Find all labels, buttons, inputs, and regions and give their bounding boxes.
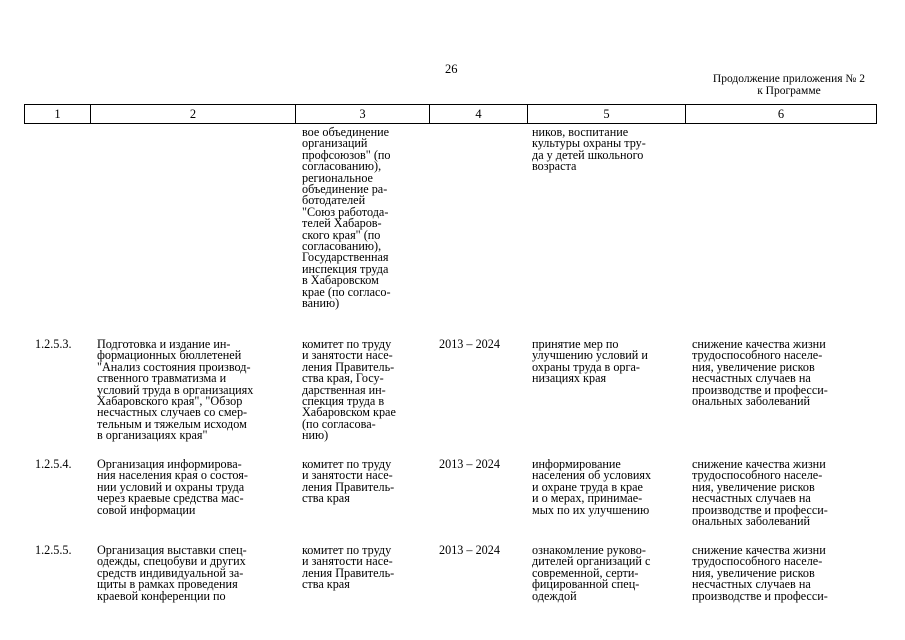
continuation-row-executors: вое объединение организаций профсоюзов" (по согласованию), региональное объединение ра- ботодателей "Союз работода- телей Хабаров- ского края" (по согласованию), Государственная инспекция труда в Хабаровском крае (по согласо- ванию) [302,125,391,311]
row-effect: снижение качества жизни трудоспособного населе- ния, увеличение рисков несчастных случаев на производстве и професси- ональных заболеваний [692,337,828,409]
row-result: информирование населения об условиях и охране труда в крае и о мерах, принимае- мых по их улучшению [532,457,652,517]
row-description: Организация выставки спец- одежды, спецобуви и других средств индивидуальной за- щиты в рамках проведения краевой конференции по [97,543,247,603]
row-effect: снижение качества жизни трудоспособного населе- ния, увеличение рисков несчастных случаев на производстве и професси- [692,543,828,603]
continuation-line-2: к Программе [757,85,821,97]
header-col-6: 6 [777,107,785,121]
page-number: 26 [445,62,458,76]
row-executors: комитет по труду и занятости насе- ления Правитель- ства края [302,543,395,592]
header-col-1: 1 [54,107,61,121]
row-executors: комитет по труду и занятости насе- ления Правитель- ства края, Госу- дарственная ин- спекция труда в Хабаровском крае (по согласова- нию) [302,337,396,443]
continuation-note [713,73,865,97]
header-col-2: 2 [189,107,197,121]
row-number: 1.2.5.5. [35,543,72,557]
row-period: 2013 – 2024 [439,543,500,557]
table-header-row [24,104,877,124]
row-description: Подготовка и издание ин- формационных бюллетеней "Анализ состояния производ- ственного травматизма и условий труда в организациях Хабаровского края", "Обзор несчастных случаев со смер- тельным и тяжелым исходом в организациях края" [97,337,254,443]
row-number: 1.2.5.3. [35,337,72,351]
header-col-5: 5 [603,107,610,121]
row-period: 2013 – 2024 [439,457,500,471]
continuation-row-result: ников, воспитание культуры охраны тру- да у детей школьного возраста [532,125,646,174]
header-col-3: 3 [359,107,366,121]
row-number: 1.2.5.4. [35,457,72,471]
row-period: 2013 – 2024 [439,337,500,351]
row-executors: комитет по труду и занятости насе- ления Правитель- ства края [302,457,395,506]
header-col-4: 4 [475,107,482,121]
row-effect: снижение качества жизни трудоспособного населе- ния, увеличение рисков несчастных случаев на производстве и професси- ональных заболеваний [692,457,828,529]
row-description: Организация информирова- ния населения края о состоя- нии условий и охраны труда через краевые средства мас- совой информации [97,457,248,517]
continuation-line-1: Продолжение приложения № 2 [712,73,865,85]
row-result: принятие мер по улучшению условий и охраны труда в орга- низациях края [532,337,648,386]
row-result: ознакомление руково- дителей организаций с современной, серти- фицированной спец- одеждой [532,543,651,603]
